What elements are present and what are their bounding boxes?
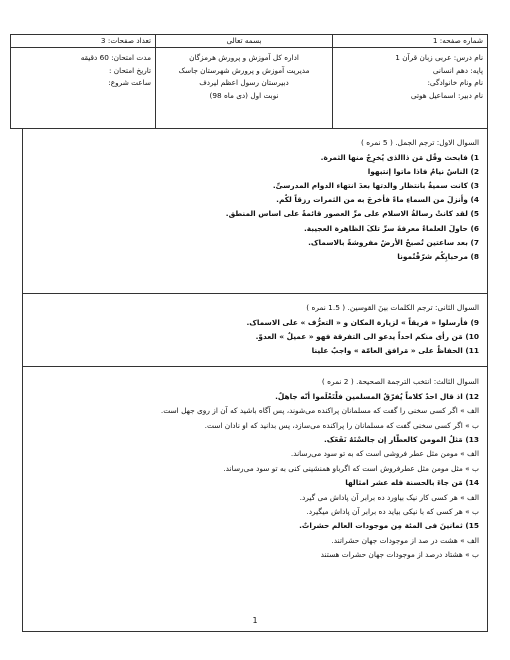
student-info-cell [333, 48, 488, 129]
student-name-field: نام ونام خانوادگی: [427, 78, 483, 88]
page-count-cell: تعداد صفحات: 3 [11, 35, 156, 48]
page-number: 1 [252, 616, 258, 626]
question-item: 11) الحفاظُ علی « مَرافق العامّة » واجبٌ علینا [311, 346, 479, 356]
exam-sheet [22, 34, 488, 632]
section-2-title: السوال الثانی: ترجم الکلمات بینَ القوسین. ( 1.5 نمره ) [306, 303, 479, 313]
answer-option: الف » هشت در صد از موجودات جهان حشراتند. [331, 535, 479, 545]
question-item: 7) بعد ساعتین تُصبحُ الأرضُ مفروشةً بالاسماک. [308, 237, 479, 247]
bismillah-cell: بسمه تعالی [156, 35, 333, 48]
question-item: 13) مَثلُ المومن کالعطّار إن جالسْتَهُ نَفَعَک. [323, 435, 479, 445]
answer-option: الف » مومن مثل عطر فروشی است که به تو سود می‌رساند. [290, 449, 479, 459]
exam-time-cell [11, 48, 156, 129]
question-item: 14) مَن جاءَ بالحسنة فله عشر امثالها [345, 478, 479, 488]
exam-date: تاریخ امتحان : [108, 65, 151, 75]
answer-option: ب » اگر کسی سخنی گفت که مسلمانان را پراکنده می‌سازد، پس بدانید که او نادان است. [204, 420, 479, 430]
exam-header-table [10, 34, 488, 129]
section-3-title: السوال الثالث: انتخب الترجمة الصحیحة. ( 2 نمره ) [321, 377, 479, 387]
exam-duration: مدت امتحان: 60 دقیقه [80, 53, 151, 63]
question-item: 3) کانت سمیةٌ بانتظار والدتها بعدَ انتهاء الدوام المدرسیِّ. [272, 181, 479, 191]
question-section-1 [22, 129, 488, 294]
teacher-name: نام دبیر: اسماعیل هوتی [410, 90, 483, 100]
grade-level: پایه: دهم انسانی [432, 65, 483, 75]
exam-term-line: نوبت اول (دی ماه 98) [209, 90, 279, 100]
answer-option: الف » اگر کسی سخنی را گفت که مسلمانان پراکنده می‌شوند، پس آگاه باشید که آن از روی جهل است. [160, 406, 479, 416]
question-item: 9) فأرسلوا « فریقاً » لزیارة المکان و « التعرُّف » علی الاسماک. [246, 317, 479, 327]
question-item: 8) مرحبابِکُم شرّفْتُمونا [397, 252, 479, 262]
question-item: 1) فابحث وقُل مَن ذاالذی یُخرِجُ منها الثمرة. [320, 152, 479, 162]
question-item: 15) ثمانینَ فی المئة مِن موجودات العالم حشراتٌ. [299, 521, 479, 531]
answer-option: ب » هشتاد درصد از موجودات جهان حشرات هستند [320, 550, 479, 560]
question-item: 12) اذ قال احدٌ کلاماً یُفرّقُ المسلمین فلْتَعْلَموا أنّه جاهلٌ. [275, 391, 479, 401]
management-line: مدیریت آموزش و پرورش شهرستان جاسک [178, 65, 310, 75]
answer-option: ب » هر کسی که با نیکی بیاید ده برابر آن پاداش میگیرد. [306, 507, 479, 517]
question-section-3 [22, 367, 488, 632]
question-item: 4) وأنزلَ من السماءِ ماءً فأخرجَ به من الثمرات رزقاً لکُم. [276, 195, 479, 205]
question-item: 6) حاولَ العلماءُ معرفةَ سرِّ تلکَ الظاهرة العجیبة. [303, 223, 479, 233]
school-line: دبیرستان رسول اعظم لیردف [199, 78, 289, 88]
start-time: ساعت شروع: [108, 78, 151, 88]
school-info-cell [156, 48, 333, 129]
course-name: نام درس: عربی زبان قرآن 1 [395, 53, 483, 63]
question-section-2 [22, 294, 488, 367]
section-1-title: السوال الاول: ترجم الجمل. ( 5 نمره ) [361, 138, 479, 148]
answer-option: ب » مثل مومن مثل عطرفروش است که اگرباو همنشینی کنی به تو سود می‌رساند. [223, 463, 479, 473]
question-item: 5) لقد کانتْ رسالةُ الاسلام علی مرِّ العصور قائمةً علی اساس المنطق. [225, 209, 479, 219]
page-number-cell: شماره صفحه: 1 [333, 35, 488, 48]
question-item: 2) الناسُ نیامٌ فاذا ماتوا إنتبهوا [367, 166, 479, 176]
office-line: اداره کل آموزش و پرورش هرمزگان [189, 53, 299, 63]
question-item: 10) مَن رأی منکم احداً یدعو الی التفرقة فهو « عمیلٌ » العدوّ. [255, 331, 479, 341]
answer-option: الف » هر کسی کار نیک بیاورد ده برابر آن پاداش می گیرد. [299, 492, 479, 502]
